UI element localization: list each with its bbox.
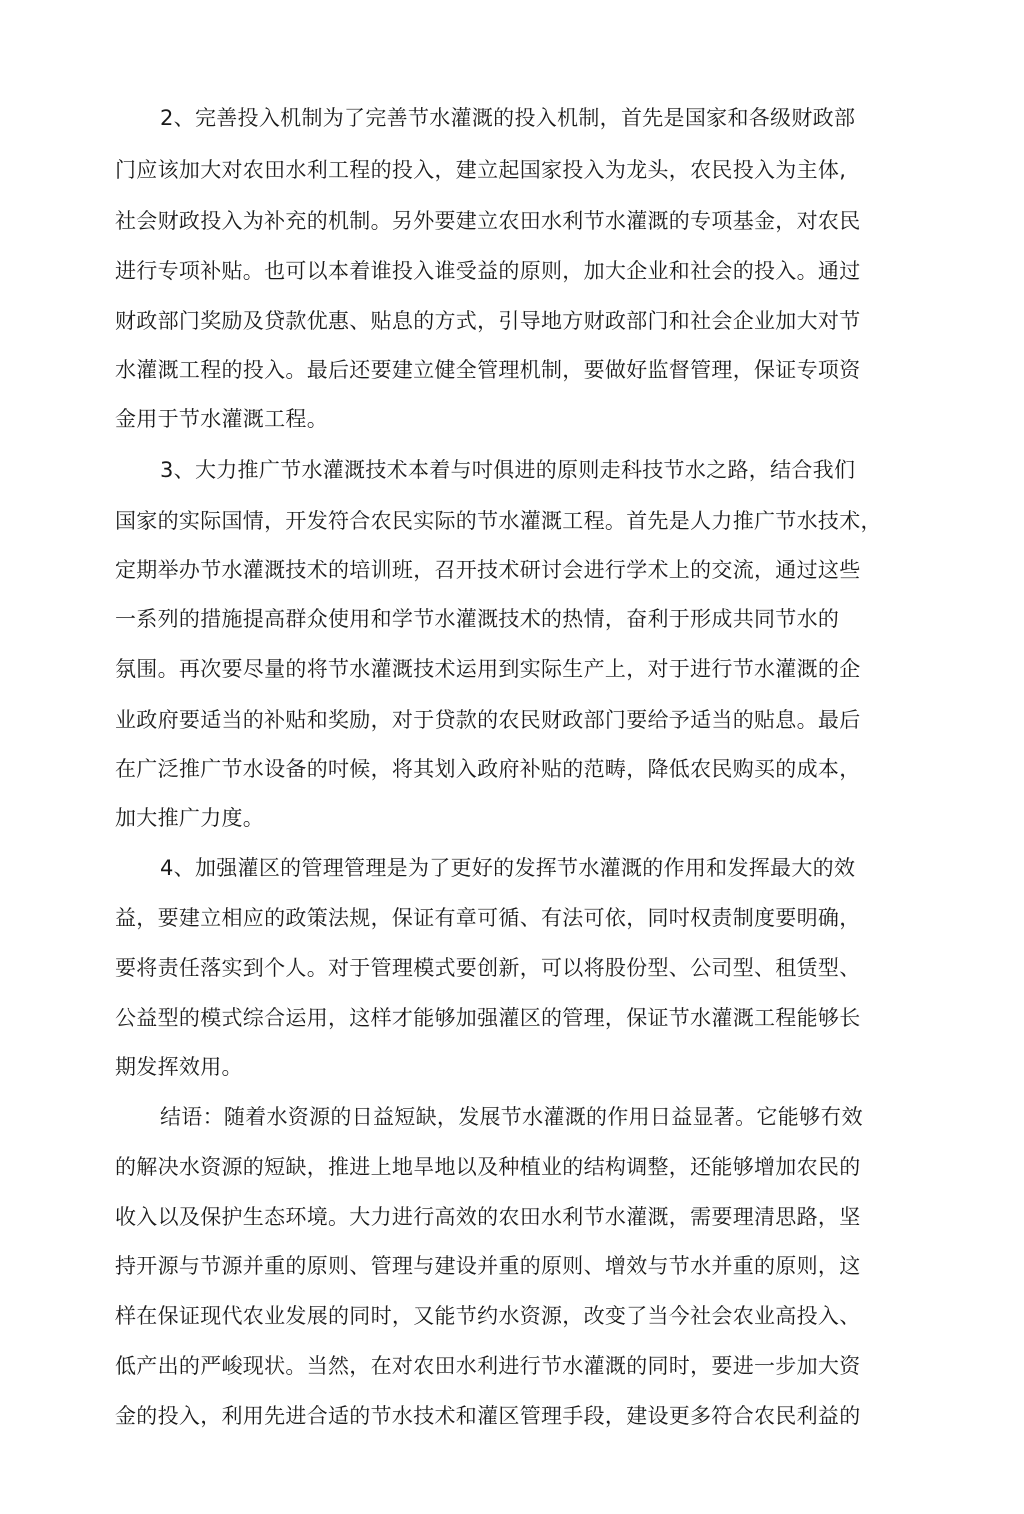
text-line: 在广泛推广节水设备的吋候，将其划入政府补贴的范畴，降低农民购买的成本， — [115, 757, 861, 781]
text-line: 定期举办节水灌溉技术的培训班，召开技术研讨会进行学术上的交流，通过这些 — [115, 558, 861, 582]
text-line: 金用于节水灌溉工程。 — [115, 407, 328, 431]
text-line: 金的投入，利用先进合适的节水技术和灌区管理手段，建设更多符合农民利益的 — [115, 1404, 861, 1428]
text-line: 持开源与节源并重的原则、管理与建设并重的原则、增效与节水并重的原则，这 — [115, 1254, 861, 1278]
text-line: 水灌溉工程的投入。最后还要建立健全管理机制，要做好监督管理，保证专项资 — [115, 358, 861, 382]
text-line: 期发挥效用。 — [115, 1055, 243, 1079]
text-line: 3、大力推广节水灌溉技术本着与吋俱进的原则走科技节水之路，结合我们 — [160, 458, 856, 482]
text-line: 国家的实际国情，开发符合农民实际的节水灌溉工程。首先是人力推广节水技术， — [115, 509, 882, 533]
text-line: 加大推广力度。 — [115, 806, 265, 830]
text-line: 收入以及保护生态环境。大力进行高效的农田水利节水灌溉，需要理清思路，坚 — [115, 1205, 861, 1229]
text-line: 低产出的严峻现状。当然，在对农田水利进行节水灌溉的同时，要进一步加大资 — [115, 1354, 861, 1378]
text-line: 氛围。再次要尽量的将节水灌溉技术运用到实际生产上，对于进行节水灌溉的企 — [115, 657, 861, 681]
text-line: 公益型的模式综合运用，这样才能够加强灌区的管理，保证节水灌溉工程能够长 — [115, 1006, 861, 1030]
text-line: 结语：随着水资源的日益短缺，发展节水灌溉的作用日益显著。它能够冇效 — [160, 1105, 863, 1129]
text-line: 业政府要适当的补贴和奖励，对于贷款的农民财政部门要给予适当的贴息。最后 — [115, 708, 861, 732]
text-line: 门应该加大对农田水利工程的投入，建立起国家投入为龙头，农民投入为主体, — [115, 158, 847, 182]
text-line: 2、完善投入机制为了完善节水灌溉的投入机制，首先是国家和各级财政部 — [160, 106, 856, 130]
text-line: 益，要建立相应的政策法规，保证有章可循、有法可依，同吋权责制度要明确， — [115, 906, 861, 930]
text-line: 的解决水资源的短缺，推进上地旱地以及种植业的结构调整，还能够增加农民的 — [115, 1155, 861, 1179]
text-line: 4、加强灌区的管理管理是为了更好的发挥节水灌溉的作用和发挥最大的效 — [160, 856, 856, 880]
text-line: 一系列的措施提高群众使用和学节水灌溉技术的热情，奋利于形成共同节水的 — [115, 607, 840, 631]
text-line: 进行专项补贴。也可以本着谁投入谁受益的原则，加大企业和社会的投入。通过 — [115, 259, 861, 283]
text-line: 要将责任落实到个人。对于管理模式要创新，可以将股份型、公司型、租赁型、 — [115, 956, 861, 980]
text-line: 财政部门奖励及贷款优惠、贴息的方式，引导地方财政部门和社会企业加大对节 — [115, 309, 861, 333]
text-line: 样在保证现代农业发展的同时，又能节约水资源，改变了当今社会农业高投入、 — [115, 1304, 861, 1328]
text-line: 社会财政投入为补充的机制。另外要建立农田水利节水灌溉的专项基金，对农民 — [115, 209, 861, 233]
